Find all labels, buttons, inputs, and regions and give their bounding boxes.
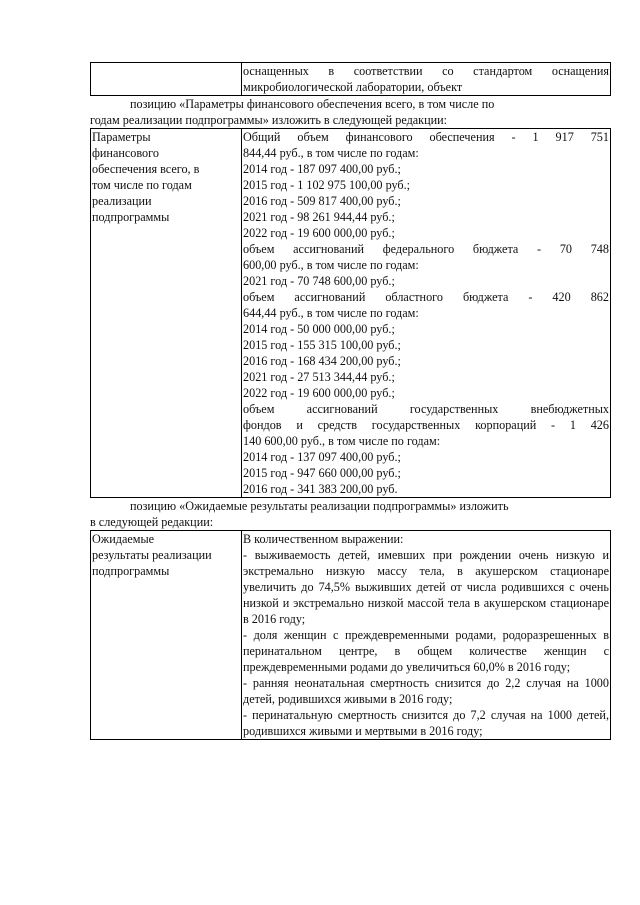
table-cell-label	[91, 531, 242, 740]
content-line: 2014 год - 137 097 400,00 руб.;	[243, 450, 401, 464]
content-line: 2015 год - 1 102 975 100,00 руб.;	[243, 178, 411, 192]
paragraph-financing-intro	[90, 96, 608, 128]
table-continuation	[90, 62, 611, 96]
label-line: том числе по годам	[92, 178, 192, 192]
table-results	[90, 530, 611, 740]
content-line: 2021 год - 70 748 600,00 руб.;	[243, 274, 395, 288]
text-line: микробиологической лаборатории, объект	[243, 80, 463, 94]
result-item: - ранняя неонатальная смертность снизится до 2,2 случая на 1000 детей, родившихся живыми в 2016 году;	[243, 676, 609, 706]
content-line: 2021 год - 27 513 344,44 руб.;	[243, 370, 395, 384]
content-line: объем ассигнований государственных внебюджетных	[243, 402, 609, 416]
label-line: Параметры	[92, 130, 151, 144]
table-cell-empty	[91, 63, 242, 96]
label-line: реализации	[92, 194, 152, 208]
table-row	[91, 129, 611, 498]
table-row	[91, 63, 611, 96]
table-cell-content	[242, 531, 611, 740]
content-line: объем ассигнований федерального бюджета - 70 748	[243, 242, 609, 256]
content-line: 2022 год - 19 600 000,00 руб.;	[243, 386, 395, 400]
text-line: оснащенных в соответствии со стандартом оснащения	[243, 64, 609, 78]
content-line: 2014 год - 187 097 400,00 руб.;	[243, 162, 401, 176]
label-line: финансового	[92, 146, 159, 160]
paragraph-line: годам реализации подпрограммы» изложить в следующей редакции:	[90, 113, 448, 127]
result-item: - перинатальную смертность снизится до 7,2 случая на 1000 детей, родившихся живыми и мертвыми в 2016 году;	[243, 708, 609, 738]
table-cell-label	[91, 129, 242, 498]
label-line: подпрограммы	[92, 564, 170, 578]
content-line: 2015 год - 155 315 100,00 руб.;	[243, 338, 401, 352]
content-line: 2016 год - 168 434 200,00 руб.;	[243, 354, 401, 368]
content-line: 140 600,00 руб., в том числе по годам:	[243, 434, 441, 448]
paragraph-line: позицию «Ожидаемые результаты реализации подпрограммы» изложить	[130, 499, 509, 513]
table-financing	[90, 128, 611, 498]
paragraph-line: в следующей редакции:	[90, 515, 214, 529]
content-line: объем ассигнований областного бюджета - 420 862	[243, 290, 609, 304]
table-cell-content	[242, 129, 611, 498]
content-line: 2016 год - 509 817 400,00 руб.;	[243, 194, 401, 208]
label-line: подпрограммы	[92, 210, 170, 224]
result-item: - доля женщин с преждевременными родами, родоразрешенных в перинатальном центре, в общем количестве женщин с преждевременными родами до увеличиться 60,0% в 2016 году;	[243, 628, 609, 674]
content-line: 2014 год - 50 000 000,00 руб.;	[243, 322, 395, 336]
paragraph-line: позицию «Параметры финансового обеспечения всего, в том числе по	[130, 97, 495, 111]
result-item: - выживаемость детей, имевших при рождении очень низкую и экстремально низкую массу тела, в акушерском стационаре увеличить до 74,5% выживших детей от числа родившихся с очень низкой и экстремально низкой массой тела в акушерском стационаре в 2016 году;	[243, 548, 609, 626]
paragraph-results-intro	[90, 498, 608, 530]
label-line: обеспечения всего, в	[92, 162, 200, 176]
label-line: Ожидаемые	[92, 532, 155, 546]
content-line: 644,44 руб., в том числе по годам:	[243, 306, 419, 320]
content-line: 844,44 руб., в том числе по годам:	[243, 146, 419, 160]
table-cell-text	[242, 63, 611, 96]
content-line: 600,00 руб., в том числе по годам:	[243, 258, 419, 272]
label-line: результаты реализации	[92, 548, 212, 562]
table-row	[91, 531, 611, 740]
content-line: 2015 год - 947 660 000,00 руб.;	[243, 466, 401, 480]
content-line: Общий объем финансового обеспечения - 1 917 751	[243, 130, 609, 144]
content-line: 2022 год - 19 600 000,00 руб.;	[243, 226, 395, 240]
content-line: 2016 год - 341 383 200,00 руб.	[243, 482, 398, 496]
results-list	[243, 547, 609, 739]
content-line: 2021 год - 98 261 944,44 руб.;	[243, 210, 395, 224]
content-line: фондов и средств государственных корпораций - 1 426	[243, 418, 609, 432]
document-page	[90, 62, 608, 740]
results-heading: В количественном выражении:	[243, 532, 404, 546]
